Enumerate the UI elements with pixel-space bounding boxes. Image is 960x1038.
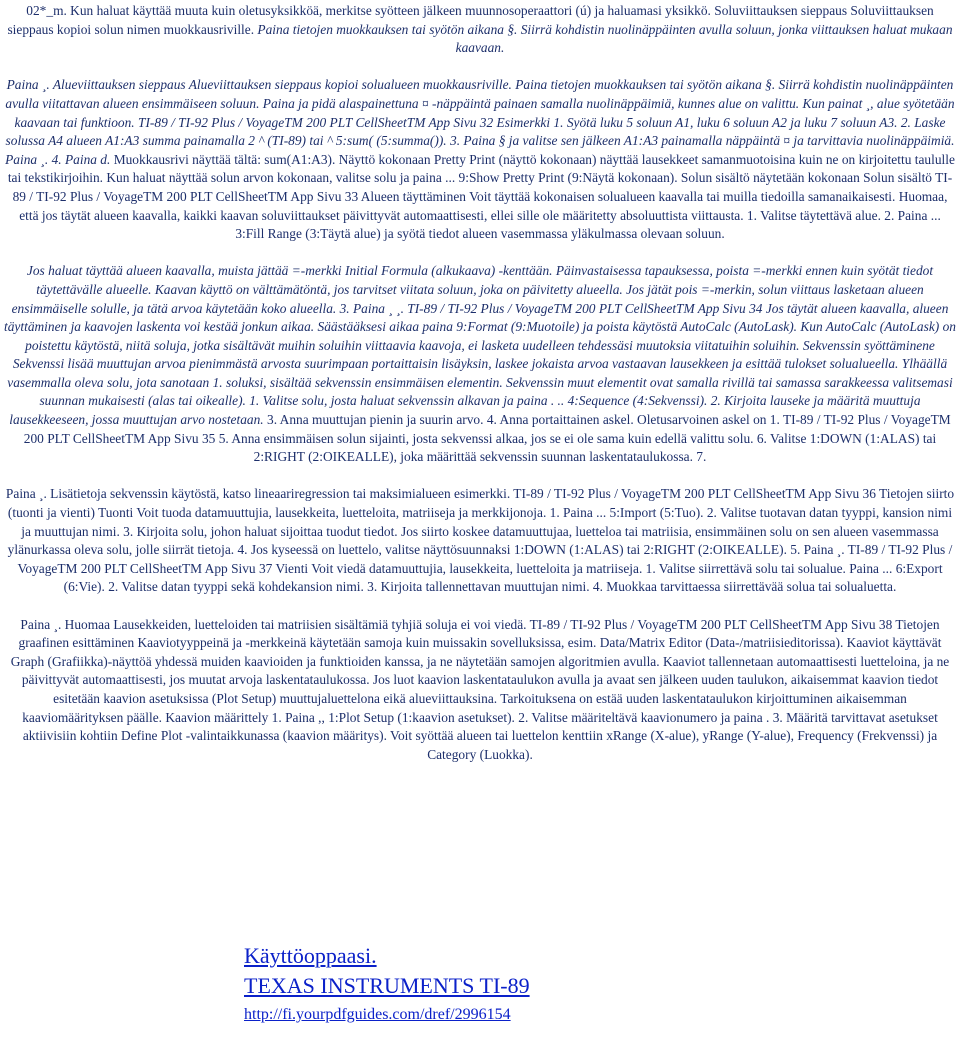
paragraph-2 xyxy=(4,76,956,243)
text-run: §. Siirrä kohdistin nuolinäppäinten avulla soluun, jonka viittauksen haluat mukaan kaavaan. xyxy=(455,21,953,56)
text-run: 3. Anna muuttujan pienin ja suurin arvo. 4. Anna portaittainen askel. Oletusarvoinen askel on 1. TI-89 / TI-92 Plus / VoyageTM 200 PLT CellSheetTM App Sivu 35 5. Anna ensimmäisen solun sijainti, josta sekvenssi alkaa, jos se ei ole sama kuin edellä valittu solu. 6. Valitse 1:DOWN (1:ALAS) tai 2:RIGHT (2:OIKEALLE), joka määrittää sekvenssin suunnan laskentataulukossa. 7. xyxy=(23,412,951,465)
text-run: Muokkausrivi näyttää tältä: sum(A1:A3). Näyttö kokonaan Pretty Print (näyttö kokonaan) näyttää lausekkeet samanmuotoisina kuin ne on kirjoitettu taululle tai tekstikirjoihin. Kun haluat näyttää solun arvon kokonaan, valitse solu ja paina ... 9:Show Pretty Print (9:Näytä kokonaan). Solun sisältö näytetään kokonaan Solun sisältö TI-89 / TI-92 Plus / VoyageTM 200 PLT CellSheetTM App Sivu 33 Alueen täyttäminen Voit täyttää kokonaisen solualueen kaavalla tai muilla tiedoilla samanaikaisesti. Huomaa, että jos täytät alueen kaavalla, kaikki kaavan soluviittaukset päivittyvät automaattisesti, ellei sille ole määritetty absoluuttista viittausta. 1. Valitse täytettävä alue. 2. Paina ... 3:Fill Range (3:Täytä alue) ja syötä tiedot alueen vasemmassa yläkulmassa olevaan soluun. xyxy=(7,151,955,242)
text-run: 02*_m. Kun haluat käyttää muuta kuin oletusyksikköä, merkitse syötteen jälkeen muunnosoperaattori (ú) ja haluamasi yksikkö. Soluviittauksen sieppaus Soluviittauksen sieppaus kopioi solun nimen muokkausriville. xyxy=(7,3,934,37)
text-run: Paina ¸. Lisätietoja sekvenssin käytöstä, katso lineaariregression tai maksimialueen esimerkki. TI-89 / TI-92 Plus / VoyageTM 200 PLT CellSheetTM App Sivu 36 Tietojen siirto (tuonti ja vienti) Tuonti Voit tuoda datamuuttujia, lausekkeita, luetteloita, matriiseja ja merkkijonoja. 1. Paina ... 5:Import (5:Tuo). 2. Valitse tuotavan datan tyyppi, kansion nimi ja muuttujan nimi. 3. Kirjoita solu, johon haluat sijoittaa tuodut tiedot. Jos siirto koskee datamuuttujaa, luetteloa tai matriisia, ensimmäinen solu on sen alueen vasemmassa ylänurkassa oleva solu, jolle siirrät tietoja. 4. Jos kyseessä on luettelo, valitse näyttösuunnaksi 1:DOWN (1:ALAS) tai 2:RIGHT (2:OIKEALLE). 5. Paina ¸. TI-89 / TI-92 Plus / VoyageTM 200 PLT CellSheetTM App Sivu 37 Vienti Voit viedä datamuuttujia, lausekkeita, luetteloita ja matriiseja. 1. Valitse siirrettävä solu tai solualue. Paina ... 6:Export (6:Vie). 2. Valitse datan tyyppi sekä kohdekansion nimi. 3. Kirjoita tallennettavan muuttujan nimi. 4. Muokkaa tarvittaessa siirrettävää solua tai solualuetta. xyxy=(5,486,955,595)
document-body xyxy=(4,2,956,764)
text-run: Paina ¸. Alueviittauksen sieppaus Alueviittauksen sieppaus kopioi solualueen muokkausriville. Paina tietojen muokkauksen tai syötön aikana §. Siirrä kohdistin nuolinäppäinten avulla viitattavan alueen ensimmäiseen soluun. Paina ja pidä alaspainettuna ¤ -näppäintä painaen samalla nuolinäppäimiä, kunnes alue on valittu. Kun painat ¸, alue syötetään kaavaan tai funktioon. TI-89 / TI-92 Plus / VoyageTM 200 PLT CellSheetTM App Sivu 32 Esimerkki 1. Syötä luku 5 soluun A1, luku 6 soluun A2 ja luku 7 soluun A3. 2. Laske solussa A4 alueen A1:A3 summa painamalla 2 ^ (TI-89) tai ^ 5:sum( (5:summa()). 3. Paina § ja valitse sen jälkeen A1:A3 painamalla näppäintä ¤ ja tarvittavia nuolinäppäimiä. Paina ¸. 4. Paina d. xyxy=(5,77,955,167)
text-run: Jos haluat täyttää alueen kaavalla, muista jättää =-merkki Initial Formula (alkukaava) -kenttään. Päinvastaisessa tapauksessa, poista =-merkki ennen kuin syötät tiedot täytettävälle alueelle. Kaavan käyttö on välttämätöntä, jos tarvitset viitata soluun, joka on päivitetty alueella. Jos jätät pois =-merkin, solun viittaus lasketaan alueen ensimmäiselle solulle, ja tätä arvoa käytetään koko alueella. 3. Paina ¸ ¸. TI-89 / TI-92 Plus / VoyageTM 200 PLT CellSheetTM App Sivu 34 Jos täytät alueen kaavalla, alueen täyttäminen ja kaavojen laskenta voi kestää jonkun aikaa. Säästääksesi aikaa paina 9:Format (9:Muotoile) ja poista käytöstä AutoCalc (AutoLask). Kun AutoCalc (AutoLask) on poistettu käytöstä, niitä soluja, jotka sisältävät muihin soluihin viittaavia kaavoja, ei lasketa uudelleen tehdessäsi muutoksia viitatuihin soluihin. Sekvenssin syöttäminene Sekvenssi lisää muuttujan arvoa pienimmästä arvosta suurimpaan portaittaisin lisäyksin, laskee jokaista arvoa vastaavan lausekkeen ja esittää tulokset solualueella. xyxy=(4,263,956,372)
url-link[interactable]: http://fi.yourpdfguides.com/dref/2996154 xyxy=(244,1006,511,1023)
paragraph-1 xyxy=(4,2,956,58)
paragraph-4 xyxy=(4,485,956,597)
paragraph-5 xyxy=(4,616,956,765)
paragraph-3 xyxy=(4,262,956,467)
text-run: Ylhäällä vasemmalla oleva solu, jota sanotaan 1. soluksi, sisältää sekvenssin ensimmäisen elementin. Sekvenssin muut elementit ovat samalla rivillä tai samassa sarakkeessa valitsemasi suunnan mukaisesti (alas tai oikealle). 1. Valitse solu, josta haluat sekvenssin alkavan ja paina . .. 4:Sequence (4:Sekvenssi). 2. Kirjoita lauseke ja määritä muuttuja lausekkeeseen, jossa muuttujan arvo nostetaan. xyxy=(7,356,953,428)
footer-links xyxy=(244,941,744,1027)
text-run: Paina ¸. Huomaa Lausekkeiden, luetteloiden tai matriisien sisältämiä tyhjiä soluja ei voi viedä. TI-89 / TI-92 Plus / VoyageTM 200 PLT CellSheetTM App Sivu 38 Tietojen graafinen esittäminen Kaaviotyyppeinä ja -merkkeinä käytetään samoja kuin muissakin sovelluksissa, esim. Data/Matrix Editor (Data-/matriisieditorissa). Kaaviot käyttävät Graph (Grafiikka)-näyttöä yhdessä muiden kaavioiden ja funktioiden kanssa, ja ne näytetään samojen algoritmien avulla. Kaaviot tallennetaan automaattisesti luetteloina, ja ne päivittyvät automaattisesti, jos muutat arvoja laskentataulukossa. Jos luot kaavion laskentataulukon avulla ja avaat sen jälkeen uuden taulukon, aikaisemmat kaavion tiedot esitetään kaavion asetuksissa (Plot Setup) muuttujaluettelona eikä alueviittauksina. Tarkoituksena on estää uuden laskentataulukon kirjoittuminen aikaisemman kaaviomäärityksen päälle. Kaavion määrittely 1. Paina ,, 1:Plot Setup (1:kaavion asetukset). 2. Valitse määriteltävä kaavionumero ja paina . 3. Määritä tarvittavat asetukset aktiivisiin kohtiin Define Plot -valintaikkunassa (kaavion määritys). Voit syöttää alueen tai luettelon kenttiin xRange (X-alue), yRange (Y-alue), Frequency (Frekvenssi) ja Category (Luokka). xyxy=(10,616,950,762)
product-link[interactable]: TEXAS INSTRUMENTS TI-89 xyxy=(244,973,530,998)
text-run: Paina tietojen muokkauksen tai syötön aikana xyxy=(257,21,508,37)
manual-link[interactable]: Käyttöoppaasi. xyxy=(244,943,377,968)
